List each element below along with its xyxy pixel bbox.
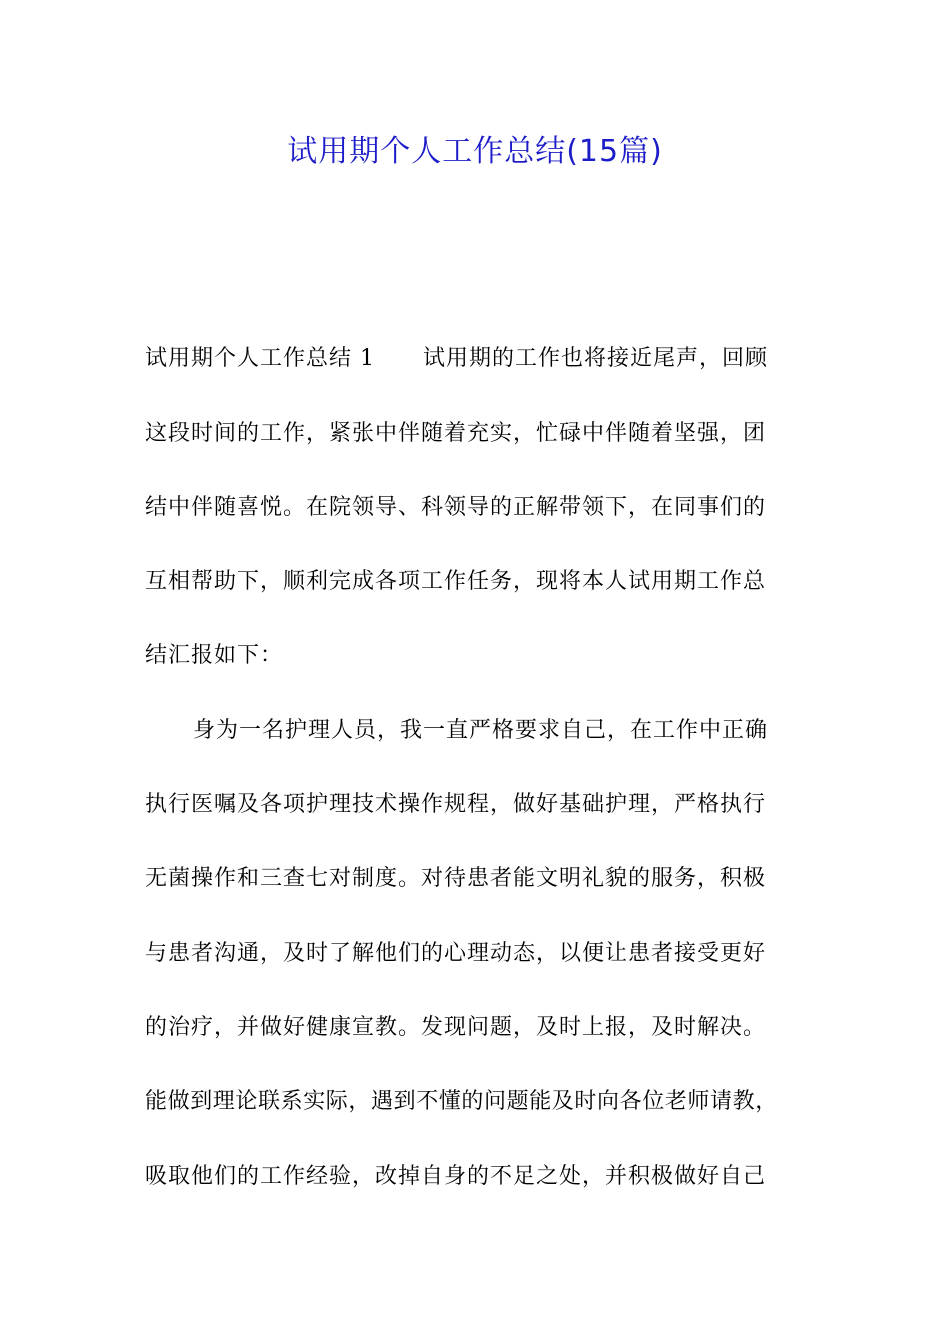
paragraph-first-line: 身为一名护理人员，我一直严格要求自己，在工作中正确 bbox=[193, 718, 769, 743]
text-line-1 bbox=[145, 344, 845, 374]
text-line-2: 这段时间的工作，紧张中伴随着充实，忙碌中伴随着坚强，团 bbox=[145, 421, 767, 446]
text-line-5: 结汇报如下： bbox=[145, 643, 284, 668]
text-line-12: 吸取他们的工作经验，改掉自身的不足之处，并积极做好自己 bbox=[145, 1164, 767, 1189]
text-line-8: 无菌操作和三查七对制度。对待患者能文明礼貌的服务，积极 bbox=[145, 866, 767, 891]
text-line-10: 的治疗，并做好健康宣教。发现问题，及时上报，及时解决。 bbox=[145, 1015, 767, 1040]
text-line-4: 互相帮助下，顺利完成各项工作任务，现将本人试用期工作总 bbox=[145, 569, 767, 594]
section-opening-text: 试用期的工作也将接近尾声，回顾 bbox=[423, 346, 769, 371]
text-line-11: 能做到理论联系实际，遇到不懂的问题能及时向各位老师请教， bbox=[145, 1089, 778, 1114]
section-heading: 试用期个人工作总结 1 bbox=[145, 346, 375, 371]
document-title: 试用期个人工作总结(15篇) bbox=[287, 134, 663, 169]
text-line-3: 结中伴随喜悦。在院领导、科领导的正解带领下，在同事们的 bbox=[145, 495, 767, 520]
text-line-9: 与患者沟通，及时了解他们的心理动态，以便让患者接受更好 bbox=[145, 941, 767, 966]
text-line-7: 执行医嘱及各项护理技术操作规程，做好基础护理，严格执行 bbox=[145, 792, 767, 817]
